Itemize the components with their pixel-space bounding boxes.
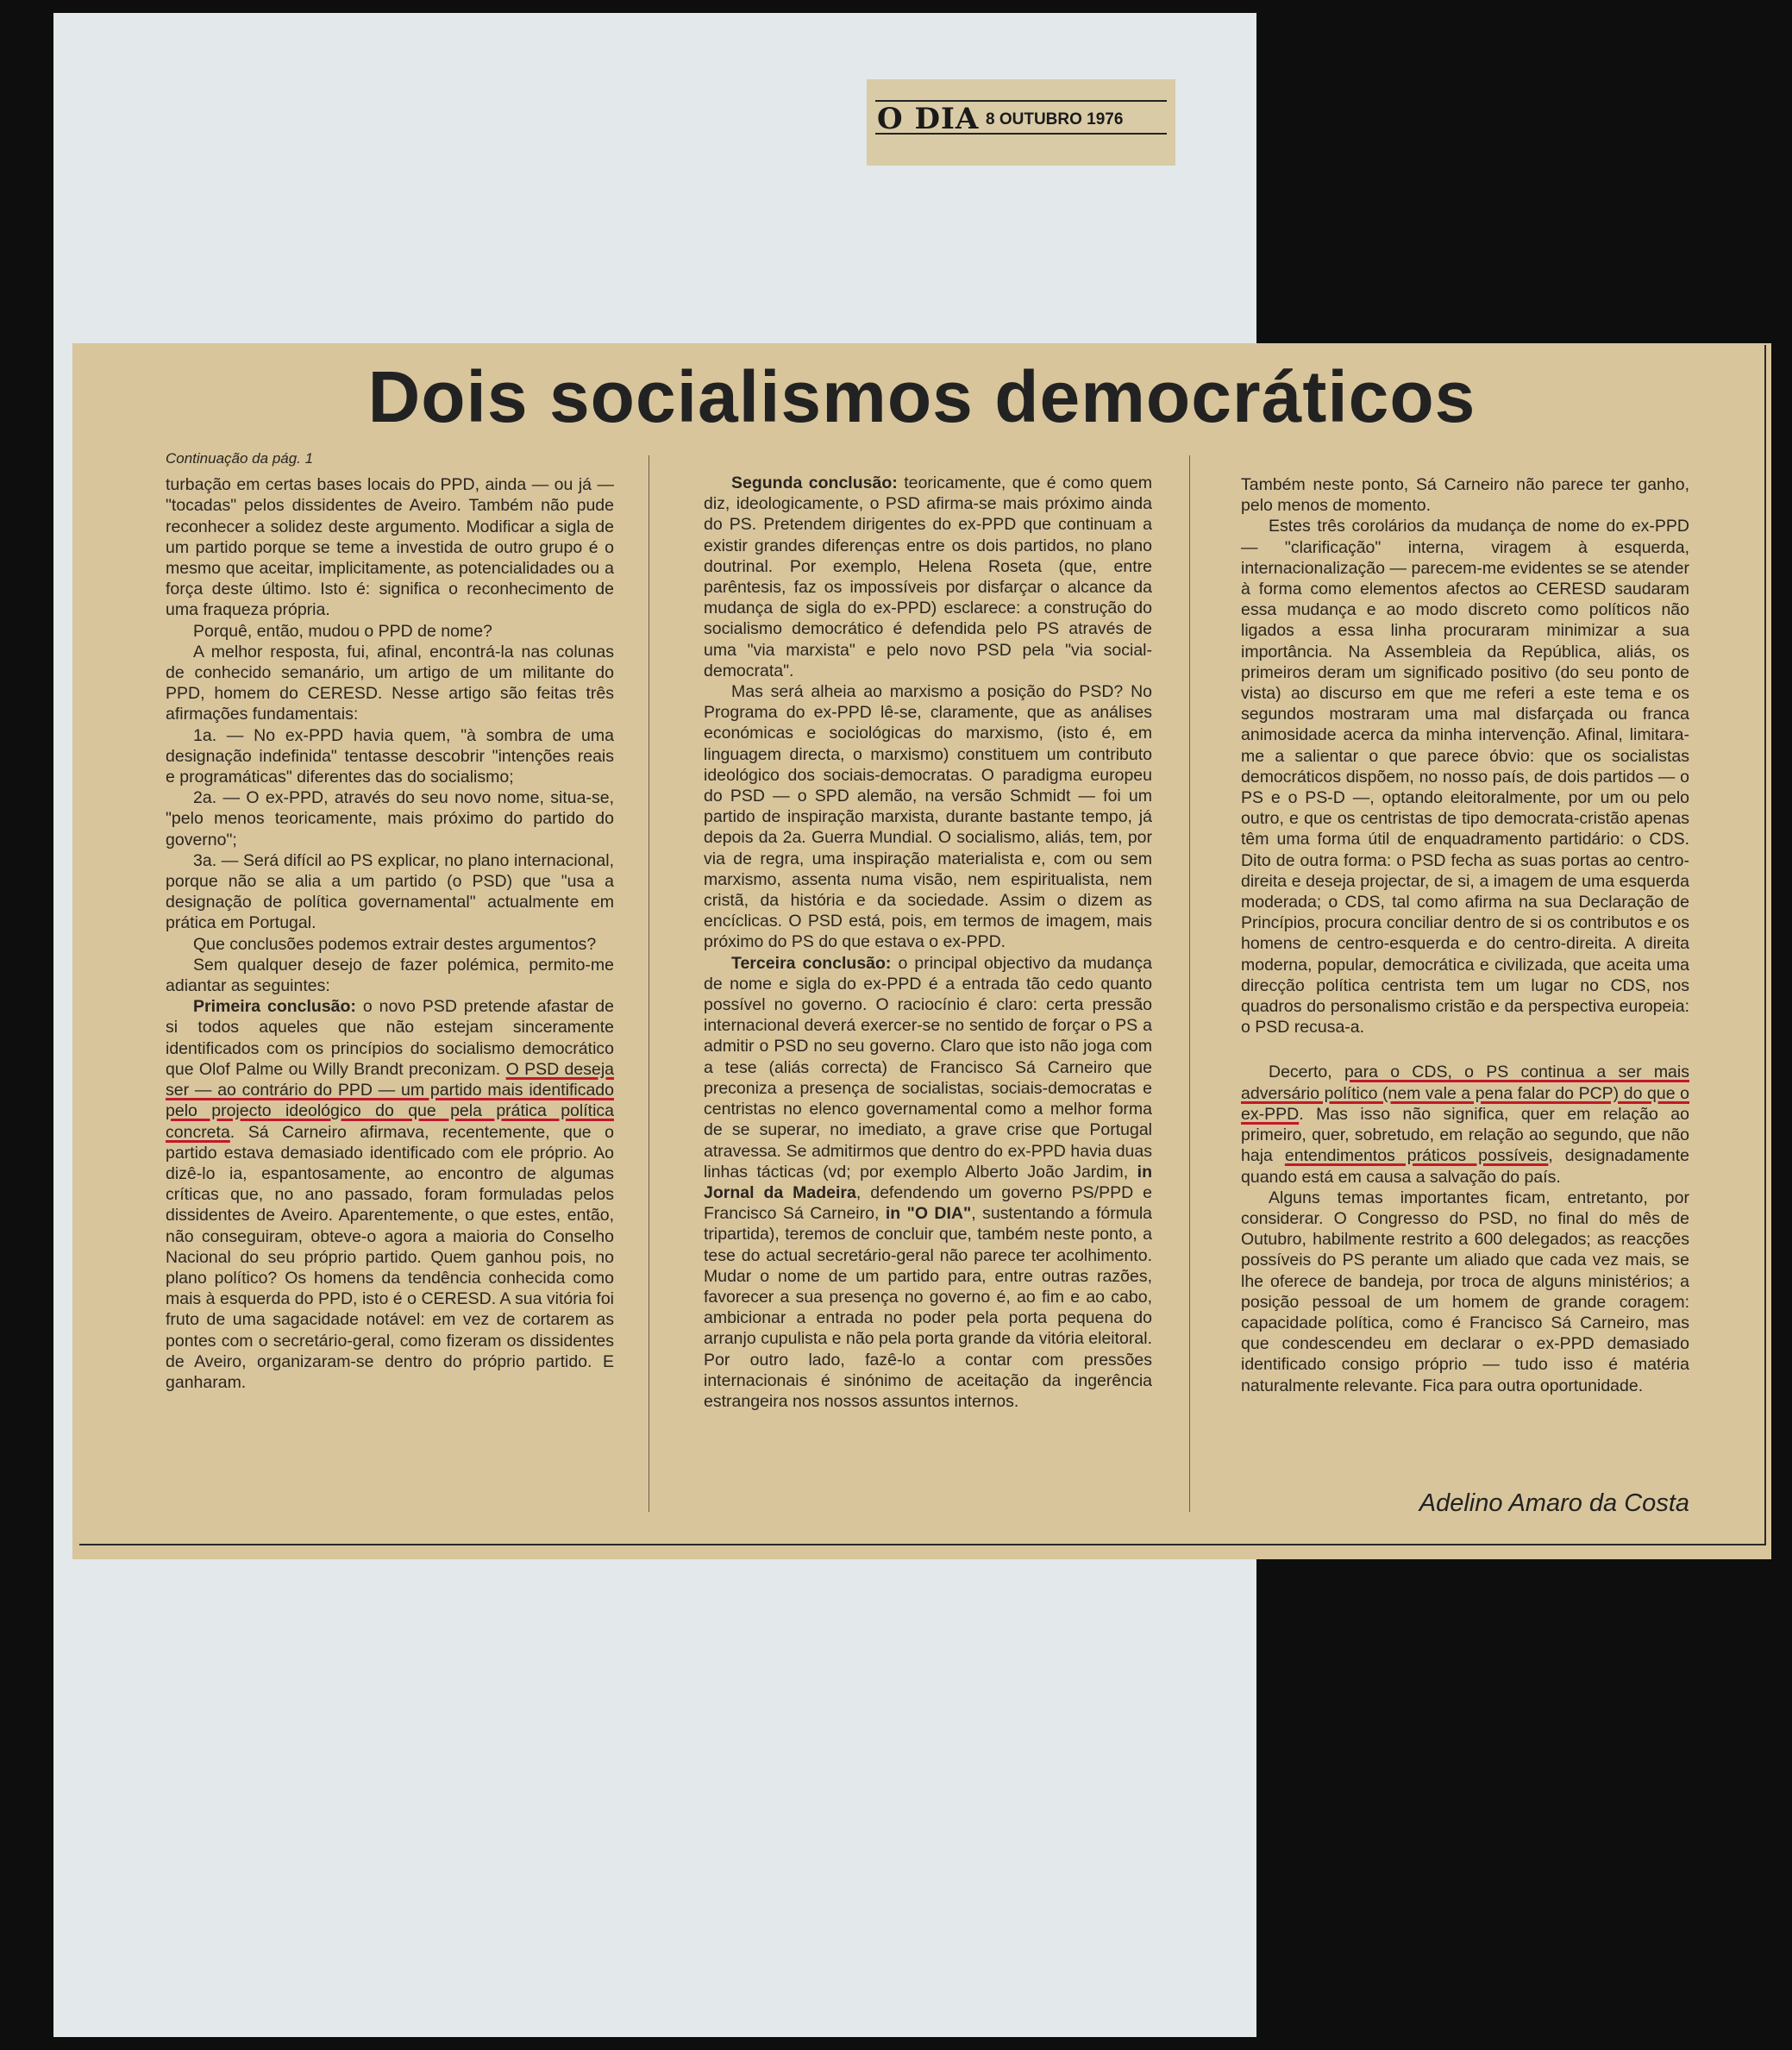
underlined-passage: para o CDS, o PS continua a ser mais adversário político (nem vale a pena falar do PCP) do que o ex-PPD: [1241, 1063, 1689, 1124]
paragraph: Porquê, então, mudou o PPD de nome?: [193, 621, 492, 641]
source-reference: in "O DIA": [885, 1204, 972, 1224]
source-reference: in Jornal da Madeira: [704, 1162, 1152, 1202]
paragraph: 3a. — Será difícil ao PS explicar, no plano internacional, porque não se alia a um partido (o PSD) que "usa a designação de política governamental" actualmente em prática em Portugal.: [166, 850, 614, 933]
paragraph: Estes três corolários da mudança de nome do ex-PPD — "clarificação" interna, viragem à esquerda, internacionalização — parecem-me evidentes se se atender à forma como elementos afectos ao CERESD saudaram essa mudança e ao modo discreto como políticos não ligados a essa linha procuraram minimizar a sua importância. Na Assembleia da República, aliás, os primeiros deram um significado positivo (do seu ponto de vista) ao discurso em que me referi a este tema e os segundos mostraram uma mal disfarçada ou franca animosidade acerca da minha intervenção. Afinal, limitara-me a salientar o que parece óbvio: que os socialistas democráticos dispõem, no nosso país, de dois partidos — o PS e o PS-D —, optando eleitoralmente, por um ou pelo outro, e que os centristas de tipo democrata-cristão apenas têm uma forma útil de enquadramento partidário: o CDS. Dito de outra forma: o PSD fecha as suas portas ao centro-direita e deseja projectar, de si, a imagem de uma esquerda moderada; o CDS, tal como afirma na sua Declaração de Princípios, procura conciliar dentro de si os contributos e os homens de centro-esquerda e do centro-direita. A direita moderna, popular, democrática e civilizada, que aceita uma direcção política centrista tem um lugar no CDS, nos quadros do personalismo cristão e da perspectiva europeia: o PSD recusa-a.: [1241, 517, 1689, 1038]
paragraph: Alguns temas importantes ficam, entretanto, por considerar. O Congresso do PSD, no final do mês de Outubro, habilmente restrito a 600 delegados; as reacções possíveis do PS perante um aliado que cada vez mais, se lhe oferece de bandeja, por troca de alguns ministérios; a posição pessoal de um homem de grande coragem: capacidade política, como é Francisco Sá Carneiro, mas que condescendeu em declarar o ex-PPD demasiado identificado consigo próprio — tudo isso é matéria naturalmente relevante. Fica para outra oportunidade.: [1241, 1188, 1689, 1395]
column-divider: [1189, 455, 1190, 1512]
paragraph: Mas será alheia ao marxismo a posição do PSD? No Programa do ex-PPD lê-se, claramente, que as análises económicas e sociológicas do marxismo, (isto é, em linguagem directa, o marxismo) constituem um contributo ideológico dos sociais-democratas. O paradigma europeu do PSD — o SPD alemão, na versão Schmidt — foi um partido de inspiração marxista, durante bastante tempo, já depois da 2a. Guerra Mundial. O socialismo, aliás, tem, por via de regra, uma inspiração materialista e, com ou sem marxismo, assenta numa visão, nem espiritualista, nem cristã, da história e da sociedade. Assim o dizem as encíclicas. O PSD está, pois, em termos de imagem, mais próximo do PS do que estava o ex-PPD.: [704, 682, 1152, 952]
article-column-3: [1241, 474, 1689, 1396]
paragraph: Também neste ponto, Sá Carneiro não parece ter ganho, pelo menos de momento.: [1241, 475, 1689, 516]
article-column-1: [166, 448, 614, 1393]
masthead-clipping: [867, 79, 1175, 166]
underlined-passage: entendimentos práticos possíveis: [1284, 1146, 1549, 1166]
paragraph: Sem qualquer desejo de fazer polémica, permito-me adiantar as seguintes:: [166, 955, 614, 996]
section-label: Segunda conclusão:: [731, 473, 898, 492]
paragraph: Que conclusões podemos extrair destes argumentos?: [193, 934, 597, 954]
article-column-2: [704, 473, 1152, 1412]
article-clipping: [72, 343, 1771, 1559]
article-headline: Dois socialismos democráticos: [367, 356, 1476, 437]
underlined-passage: O PSD deseja ser — ao contrário do PPD — um partido mais identificado pelo projecto ideológico do que pela prática política concreta: [166, 1059, 614, 1142]
paragraph-first-conclusion: Primeira conclusão: o novo PSD pretende afastar de si todos aqueles que não estejam sinceramente identificados com os princípios do socialismo democrático que Olof Palme ou Willy Brandt preconizam. O PSD deseja ser — ao contrário do PPD — um partido mais identificado pelo projecto ideológico do que pela prática política concreta. Sá Carneiro afirmava, recentemente, que o partido estava demasiado identificado com ele próprio. Ao dizê-lo ia, espantosamente, ao encontro de algumas críticas que, no ano passado, foram formuladas pelos dissidentes de Aveiro. Aparentemente, o que estes, então, não conseguiram, obteve-o agora a maioria do Conselho Nacional do seu próprio partido. Quem ganhou pois, no plano político? Os homens da tendência conhecida como mais à esquerda do PPD, isto é o CERESD. A sua vitória foi fruto de uma sagacidade notável: em vez de cortarem as pontes com o secretário-geral, como fizeram os dissidentes de Aveiro, organizaram-se dentro do próprio partido. E ganharam.: [166, 997, 614, 1392]
paragraph: 1a. — No ex-PPD havia quem, "à sombra de uma designação indefinida" tentasse descobrir "intenções reais e programáticas" diferentes das do socialismo;: [166, 725, 614, 787]
paragraph-third-conclusion: Terceira conclusão: o principal objectivo da mudança de nome e sigla do ex-PPD é a entrada tão cedo quanto possível no governo. O raciocínio é claro: certa pressão internacional deverá exercer-se no sentido de forçar o PS a admitir o PSD no seu governo. Claro que isto não joga com a tese (aliás correcta) de Francisco Sá Carneiro que preconiza a presença de socialistas, sociais-democratas e centristas no elenco governamental como a melhor forma de se superar, no imediato, a grave crise que Portugal atravessa. Se admitirmos que dentro do ex-PPD havia duas linhas tácticas (vd; por exemplo Alberto João Jardim, in Jornal da Madeira, defendendo um governo PS/PPD e Francisco Sá Carneiro, in "O DIA", sustentando a fórmula tripartida), teremos de concluir que, também neste ponto, a tese do actual secretário-geral não parece ter acolhimento. Mudar o nome de um partido para, entre outras razões, favorecer a sua presença no governo é, ao fim e ao cabo, ambicionar a entrada no poder pela porta pequena do arranjo cupulista e não pela porta grande da vitória eleitoral. Por outro lado, fazê-lo a contar com pressões internacionais é sinónimo de aceitação da ingerência estrangeira nos nossos assuntos internos.: [704, 953, 1153, 1411]
paragraph-second-conclusion: Segunda conclusão: teoricamente, que é como quem diz, ideologicamente, o PSD afirma-se mais próximo ainda do PS. Pretendem dirigentes do ex-PPD que continuam a existir grandes diferenças entre os dois partidos, no plano doutrinal. Por exemplo, Helena Roseta (que, entre parêntesis, faz os impossíveis por disfarçar o alcance da mudança de sigla do ex-PPD) esclarece: a construção do socialismo democrático é defendida pelo PS através de uma "via marxista" e pelo novo PSD pela "via social-democrata".: [704, 473, 1152, 680]
newspaper-name: O DIA: [877, 102, 980, 136]
paragraph-underlined: Decerto, para o CDS, o PS continua a ser mais adversário político (nem vale a pena falar do PCP) do que o ex-PPD. Mas isso não significa, quer em relação ao primeiro, quer, sobretudo, em relação ao segundo, que não haja entendimentos práticos possíveis, designadamente quando está em causa a salvação do país.: [1241, 1063, 1689, 1187]
paragraph: turbação em certas bases locais do PPD, ainda — ou já — "tocadas" pelos dissidentes de Aveiro. Também não pude reconhecer a solidez deste argumento. Modificar a sigla de um partido porque se teme a investida de outro grupo é o mesmo que aceitar, implicitamente, as potencialidades ou a força deste último. Isto é: significa o reconhecimento de uma fraqueza própria.: [166, 475, 614, 620]
author-signature: Adelino Amaro da Costa: [1419, 1489, 1689, 1517]
paragraph-gap: [1241, 1038, 1689, 1062]
section-label: Primeira conclusão:: [193, 997, 356, 1017]
publication-date: 8 OUTUBRO 1976: [986, 110, 1124, 129]
section-label: Terceira conclusão:: [731, 953, 892, 973]
paragraph: 2a. — O ex-PPD, através do seu novo nome, situa-se, "pelo menos teoricamente, mais próximo do partido do governo";: [166, 788, 614, 849]
paragraph: A melhor resposta, fui, afinal, encontrá-la nas colunas de conhecido semanário, um artigo de um militante do PPD, homem do CERESD. Nesse artigo são feitas três afirmações fundamentais:: [166, 642, 614, 724]
continuation-note: Continuação da pág. 1: [166, 450, 314, 467]
